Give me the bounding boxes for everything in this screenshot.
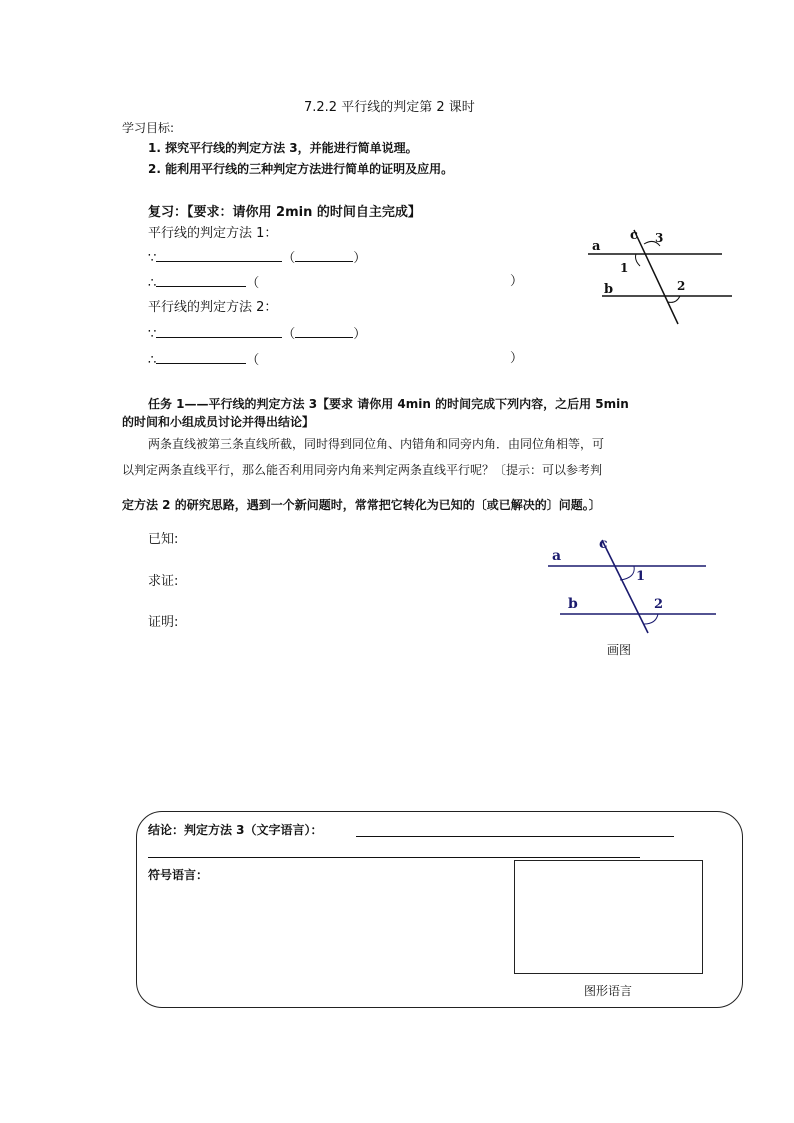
line-c [602,540,648,633]
paren-close: ） [353,327,367,342]
method1-because-row [148,248,366,268]
label-b: b [604,282,614,297]
conclusion-label: 结论：判定方法 3（文字语言）： [148,823,323,837]
parallel-lines-figure-2 [546,534,720,636]
method1-therefore-row [148,273,259,293]
prove-label: 求证: [148,574,179,589]
paren-close: ） [510,274,524,289]
paren-open: （ [246,276,260,291]
known-label: 已知: [148,532,179,547]
therefore-symbol: ∴ [148,353,157,368]
task1-heading-line2: 的时间和小组成员讨论并得出结论】 [122,415,315,429]
label-angle-2: 2 [677,279,686,293]
goals-heading: 学习目标: [122,121,175,135]
method2-therefore-blank[interactable] [156,350,246,364]
parallel-lines-figure-1 [584,226,736,328]
because-symbol: ∵ [148,327,157,342]
paren-open: （ [282,251,296,266]
angle-1-arc [636,254,641,266]
page-title: 7.2.2 平行线的判定第 2 课时 [304,100,475,115]
conclusion-text-blank-2[interactable] [148,857,640,858]
goal-item-1: 1. 探究平行线的判定方法 3，并能进行简单说理。 [148,141,418,155]
label-angle-3: 3 [655,231,664,245]
proof-label: 证明: [148,615,179,630]
method2-because-blank[interactable] [156,324,282,338]
figure2-caption: 画图 [607,643,632,657]
method2-because-reason-blank[interactable] [295,324,353,338]
task1-paragraph-line1: 两条直线被第三条直线所截，同时得到同位角、内错角和同旁内角．由同位角相等，可 [148,437,605,451]
label-angle-1: 1 [636,569,646,584]
angle-2-arc [644,614,658,624]
symbol-language-label: 符号语言： [148,868,209,882]
label-angle-1: 1 [620,261,629,275]
method1-because-blank[interactable] [156,248,282,262]
method1-therefore-blank[interactable] [156,273,246,287]
because-symbol: ∵ [148,251,157,266]
method1-because-reason-blank[interactable] [295,248,353,262]
figure-language-box[interactable] [514,860,703,974]
label-b: b [568,596,578,612]
therefore-symbol: ∴ [148,276,157,291]
paren-close: ） [510,351,524,366]
method2-therefore-row [148,350,259,370]
label-angle-2: 2 [654,597,664,612]
angle-2-arc [668,296,680,302]
conclusion-text-blank[interactable] [356,836,674,837]
label-c: c [630,228,638,243]
task1-paragraph-line3: 定方法 2 的研究思路，遇到一个新问题时，常常把它转化为已知的〔或已解决的〕问题。〕 [122,498,601,512]
label-a: a [552,548,562,564]
task1-heading-line1: 任务 1——平行线的判定方法 3【要求 请你用 4min 的时间完成下列内容，之后用 5min [148,397,629,411]
label-a: a [592,239,601,254]
method2-because-row [148,324,366,344]
paren-open: （ [246,353,260,368]
angle-1-arc [620,566,634,580]
figure-language-label: 图形语言 [584,984,633,998]
paren-close: ） [353,251,367,266]
label-c: c [599,536,608,552]
task1-paragraph-line2: 以判定两条直线平行，那么能否利用同旁内角来判定两条直线平行呢？〔提示：可以参考判 [122,463,603,477]
method1-label: 平行线的判定方法 1： [148,226,278,241]
paren-open: （ [282,327,296,342]
method2-label: 平行线的判定方法 2： [148,300,278,315]
goal-item-2: 2. 能利用平行线的三种判定方法进行简单的证明及应用。 [148,162,454,176]
review-heading: 复习：【要求：请你用 2min 的时间自主完成】 [148,205,421,220]
